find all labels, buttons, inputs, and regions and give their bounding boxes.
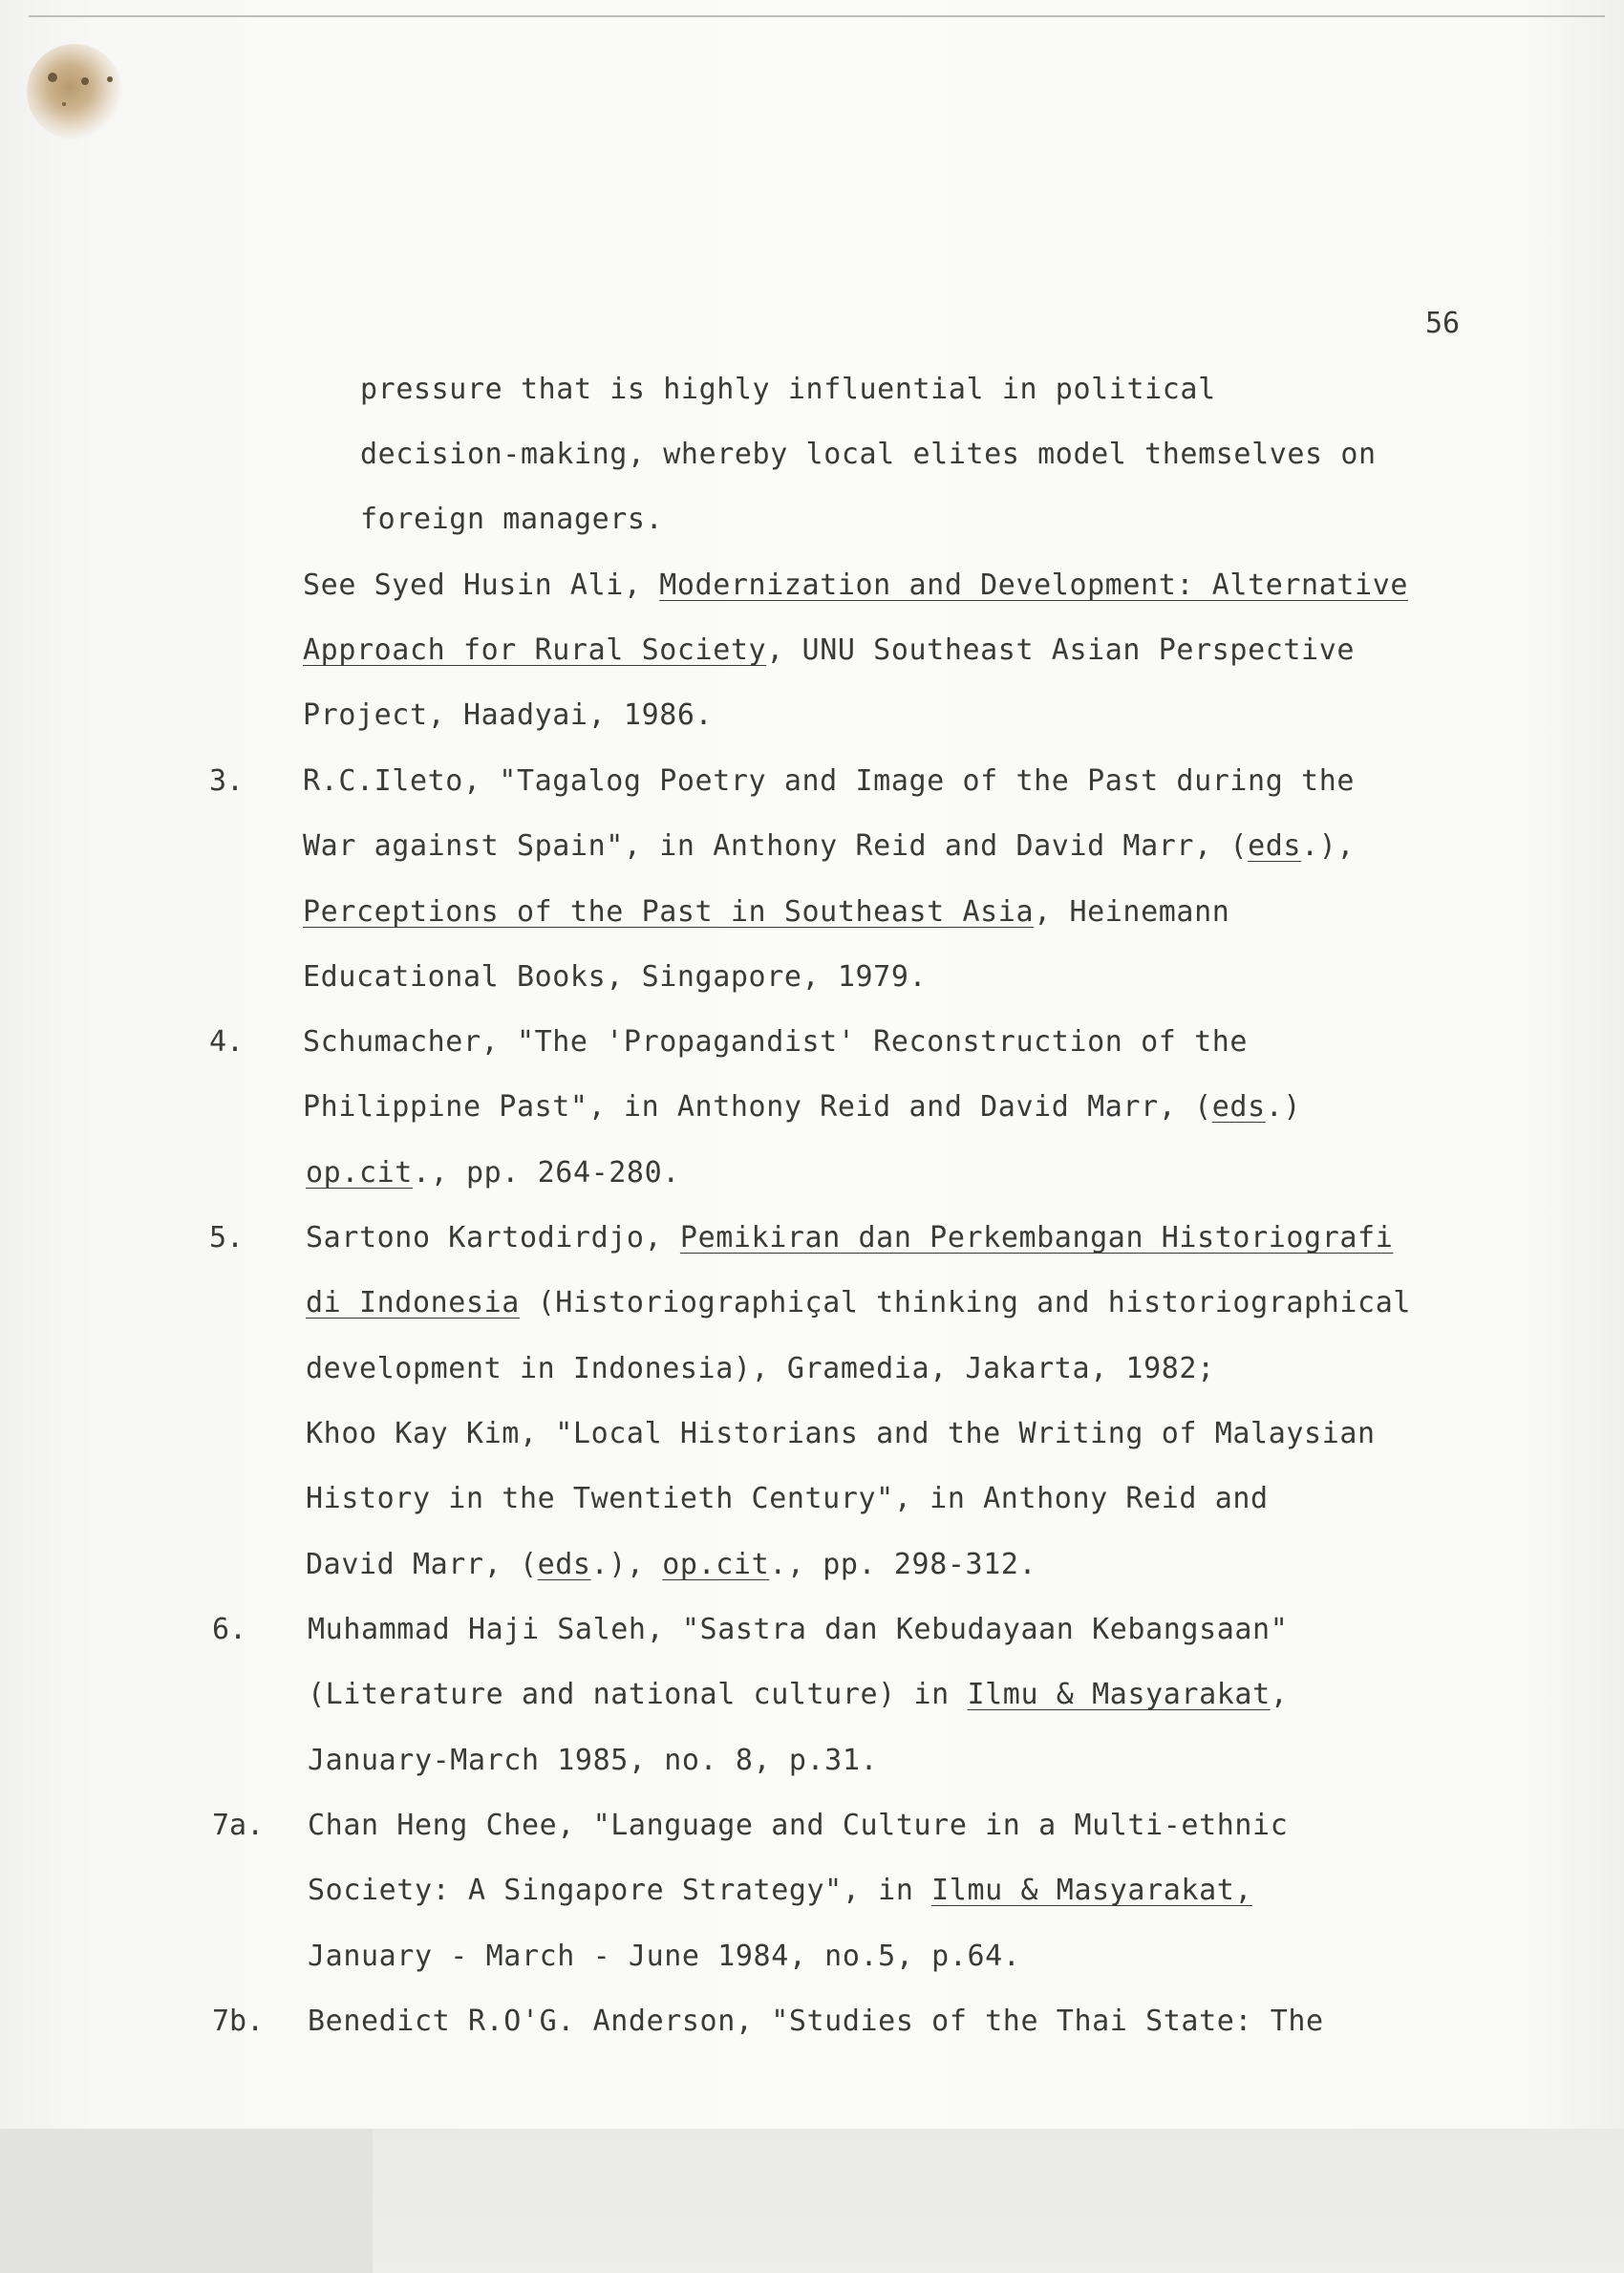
note-number-3: 3. — [209, 764, 245, 798]
note-4-line-2 — [303, 1088, 1301, 1126]
note-3-text-end: .), — [1301, 829, 1356, 863]
note-5-line-3: development in Indonesia), Gramedia, Jakarta, 1982; — [306, 1352, 1215, 1385]
see-prefix: See Syed Husin Ali, — [303, 568, 660, 602]
note-3-publisher: , Heinemann — [1034, 895, 1230, 929]
note-7b-line-1: Benedict R.O'G. Anderson, "Studies of the Thai State: The — [308, 2005, 1324, 2038]
note-5-line-5: History in the Twentieth Century", in Anthony Reid and — [306, 1482, 1269, 1515]
note-6-journal: Ilmu & Masyarakat — [967, 1678, 1271, 1711]
note-6-line-3: January-March 1985, no. 8, p.31. — [308, 1744, 879, 1777]
note-5-text-mid: .), — [590, 1548, 663, 1581]
note-4-text-end: .) — [1265, 1090, 1302, 1124]
note-number-7a: 7a. — [212, 1809, 265, 1842]
see-reference-line-2 — [303, 632, 1355, 670]
see-title-part-2: Approach for Rural Society — [303, 633, 767, 667]
note-number-4: 4. — [209, 1025, 245, 1059]
note-5-title-part-2: di Indonesia — [306, 1286, 520, 1319]
see-title-part-1: Modernization and Development: Alternative — [659, 568, 1409, 602]
note-5-translation: (Historiographiçal thinking and historiographical — [519, 1286, 1412, 1319]
note-7a-line-3: January - March - June 1984, no.5, p.64. — [308, 1940, 1021, 1973]
note-5-eds: eds — [537, 1548, 591, 1581]
note-3-eds: eds — [1248, 829, 1302, 863]
note-5-pages: ., pp. 298-312. — [769, 1548, 1037, 1581]
scan-bottom-shadow — [0, 2129, 1624, 2273]
see-reference-line-1 — [303, 567, 1408, 605]
note-3-line-1: R.C.Ileto, "Tagalog Poetry and Image of the Past during the — [303, 764, 1356, 798]
note-number-5: 5. — [209, 1221, 245, 1254]
note-5-opcit: op.cit — [662, 1548, 770, 1581]
note-3-text: War against Spain", in Anthony Reid and David Marr, ( — [303, 829, 1249, 863]
note-7a-line-2 — [308, 1872, 1252, 1910]
note-6-text-end: , — [1270, 1678, 1289, 1711]
note-5-line-1 — [306, 1219, 1393, 1257]
note-3-title: Perceptions of the Past in Southeast Asia — [303, 895, 1035, 929]
note-continuation-line-3: foreign managers. — [360, 503, 664, 536]
note-4-line-3 — [306, 1154, 680, 1192]
scan-stain — [27, 44, 122, 139]
note-number-7b: 7b. — [212, 2005, 265, 2038]
see-reference-line-3: Project, Haadyai, 1986. — [303, 698, 714, 732]
note-continuation-line-2: decision-making, whereby local elites model themselves on — [360, 438, 1377, 471]
note-number-6: 6. — [212, 1613, 247, 1646]
note-5-title-part-1: Pemikiran dan Perkembangan Historiografi — [679, 1221, 1394, 1254]
note-continuation-line-1: pressure that is highly influential in political — [360, 373, 1216, 406]
note-5-text: David Marr, ( — [306, 1548, 538, 1581]
note-7a-line-1: Chan Heng Chee, "Language and Culture in a Multi-ethnic — [308, 1809, 1289, 1842]
note-4-eds: eds — [1211, 1090, 1266, 1124]
scan-edge-line — [29, 15, 1605, 17]
note-5-author: Sartono Kartodirdjo, — [306, 1221, 680, 1254]
see-publisher: , UNU Southeast Asian Perspective — [766, 633, 1356, 667]
note-4-pages: ., pp. 264-280. — [412, 1156, 680, 1190]
note-7a-text: Society: A Singapore Strategy", in — [308, 1874, 932, 1907]
note-6-line-1: Muhammad Haji Saleh, "Sastra dan Kebudayaan Kebangsaan" — [308, 1613, 1289, 1646]
note-5-line-4: Khoo Kay Kim, "Local Historians and the Writing of Malaysian — [306, 1417, 1376, 1450]
note-3-line-2 — [303, 827, 1355, 866]
note-4-line-1: Schumacher, "The 'Propagandist' Reconstruction of the — [303, 1025, 1249, 1059]
note-3-line-4: Educational Books, Singapore, 1979. — [303, 960, 928, 994]
note-5-line-2 — [306, 1284, 1411, 1322]
note-6-line-2 — [308, 1676, 1288, 1714]
note-7a-journal: Ilmu & Masyarakat, — [931, 1874, 1253, 1907]
page-number: 56 — [1425, 307, 1461, 340]
note-3-line-3 — [303, 893, 1229, 932]
note-5-line-6 — [306, 1546, 1036, 1584]
note-4-opcit: op.cit — [306, 1156, 413, 1190]
note-4-text: Philippine Past", in Anthony Reid and David Marr, ( — [303, 1090, 1212, 1124]
note-6-text: (Literature and national culture) in — [308, 1678, 968, 1711]
